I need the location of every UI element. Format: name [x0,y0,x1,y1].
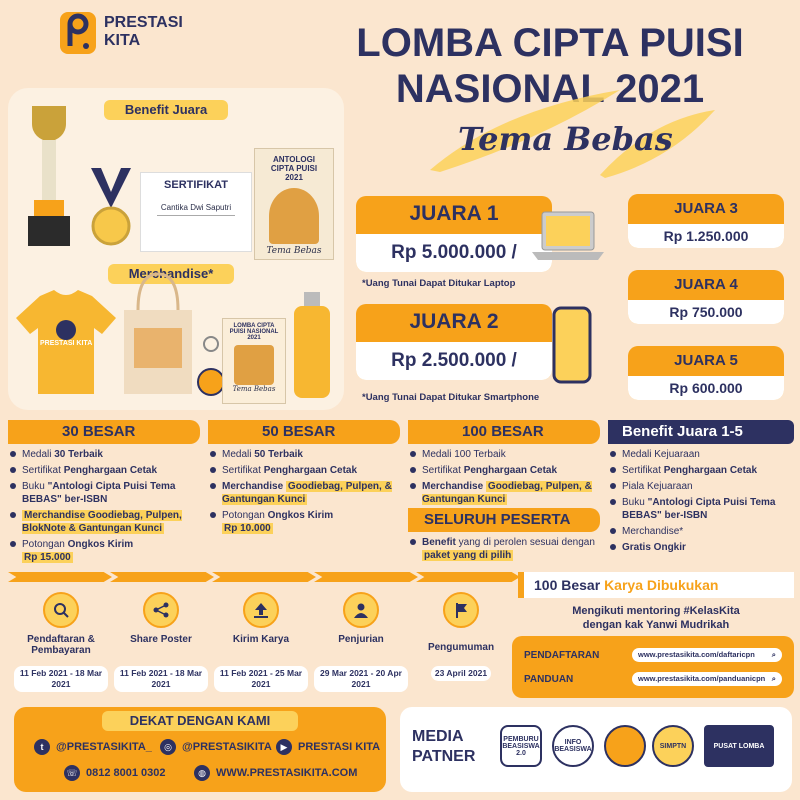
share-icon [143,592,179,628]
brand-logo [60,12,96,54]
tier-benefit-juara: Benefit Juara 1-5 Medali Kejuaraan Sertifikat Penghargaan Cetak Piala Kejuaraan Buku "Antologi Cipta Puisi Tema BEBAS" ber-ISBN Merchandise* Gratis Ongkir [608,420,794,557]
list-item: Benefit yang di perolen sesuai dengan paket yang di pilih [408,536,596,562]
page-title: LOMBA CIPTA PUISI NASIONAL 2021 [356,21,744,111]
whatsapp-icon: ☏ [64,765,80,781]
list-item: Medali 50 Terbaik [208,448,396,461]
twitter-icon: t [34,739,50,755]
list-item: Merchandise Goodiebag, Pulpen, & Gantungan Kunci [408,480,596,506]
merch-label: Merchandise* [108,264,234,284]
juara1-note: *Uang Tunai Dapat Ditukar Laptop [362,278,516,289]
media-partners [400,707,792,792]
timeline-step: Share Poster 11 Feb 2021 - 18 Mar 2021 [114,592,208,692]
partner-logo: PEMBURU BEASISWA 2.0 [500,725,542,767]
globe-icon: ◍ [194,765,210,781]
theme-text: Tema Bebas [458,120,673,158]
tier-seluruh-peserta: SELURUH PESERTA Benefit yang di perolen sesuai dengan paket yang di pilih [408,508,600,565]
partner-logo [604,725,646,767]
book-image: ANTOLOGI CIPTA PUISI 2021 Tema Bebas [254,148,334,260]
timeline-step: Pendaftaran & Pembayaran 11 Feb 2021 - 18 Mar 2021 [14,592,108,692]
tier-50-besar: 50 BESAR Medali 50 Terbaik Sertifikat Penghargaan Cetak Merchandise Goodiebag, Pulpen, & Gantungan Kunci Potongan Ongkos Kirim Rp 10.000 [208,420,400,538]
users-icon [343,592,379,628]
list-item: Sertifikat Penghargaan Cetak [208,464,396,477]
timeline-step: Pengumuman 23 April 2021 [414,592,508,681]
list-item: Buku "Antologi Cipta Puisi Tema BEBAS" ber-ISBN [608,496,790,522]
panduan-link[interactable]: www.prestasikita.com/panduanicpn ⌕ [632,672,782,686]
search-icon: ⌕ [771,650,776,659]
instagram-icon: ◎ [160,739,176,755]
prize-juara3: JUARA 3 Rp 1.250.000 [628,194,784,248]
search-icon: ⌕ [771,674,776,683]
daftar-link[interactable]: www.prestasikita.com/daftaricpn ⌕ [632,648,782,662]
list-item: Sertifikat Penghargaan Cetak [608,464,790,477]
juara2-note: *Uang Tunai Dapat Ditukar Smartphone [362,392,540,403]
prize-juara5: JUARA 5 Rp 600.000 [628,346,784,400]
prize-juara1: JUARA 1 Rp 5.000.000 / [356,196,552,272]
smartphone-icon [552,306,592,384]
prize-juara2: JUARA 2 Rp 2.500.000 / [356,304,552,380]
partner-logo: SIMPTN [652,725,694,767]
instagram-link[interactable]: ◎ @PRESTASIKITA [160,739,272,755]
search-icon [43,592,79,628]
timeline-step: Kirim Karya 11 Feb 2021 - 25 Mar 2021 [214,592,308,692]
list-item: Merchandise Goodiebag, Pulpen, & Gantungan Kunci [208,480,396,506]
partner-logo: PUSAT LOMBA [704,725,774,767]
tier-100-besar: 100 BESAR Medali 100 Terbaik Sertifikat Penghargaan Cetak Merchandise Goodiebag, Pulpen, & Gantungan Kunci [408,420,600,509]
list-item: Potongan Ongkos Kirim Rp 15.000 [8,538,196,564]
social-panel: DEKAT DENGAN KAMI t @PRESTASIKITA_ ◎ @PRESTASIKITA ▶ PRESTASI KITA ☏ 0812 8001 0302 ◍ WWW.PRESTASIKITA.COM [14,707,386,792]
tier-30-besar: 30 BESAR Medali 30 Terbaik Sertifikat Penghargaan Cetak Buku "Antologi Cipta Puisi Tema BEBAS" ber-ISBN Merchandise Goodiebag, Pulpen, BlokNote & Gantungan Kunci Potongan Ongkos Kirim Rp 15.000 [8,420,200,567]
twitter-link[interactable]: t @PRESTASIKITA_ [34,739,152,755]
medal-icon [86,168,136,258]
flag-icon [443,592,479,628]
timeline-bar [8,572,508,582]
bottle-icon [288,288,336,404]
list-item: Buku "Antologi Cipta Puisi Tema BEBAS" ber-ISBN [8,480,196,506]
promo-banner: 100 Besar Karya Dibukukan [518,572,794,598]
list-item: Merchandise* [608,525,790,538]
certificate-image: SERTIFIKAT Cantika Dwi Saputri [140,172,252,252]
links-panel: PENDAFTARAN www.prestasikita.com/daftaricpn ⌕ PANDUAN www.prestasikita.com/panduanicpn ⌕ [512,636,794,698]
youtube-icon: ▶ [276,739,292,755]
website-link[interactable]: ◍ WWW.PRESTASIKITA.COM [194,765,357,781]
trophy-icon [18,96,80,256]
tshirt-text: PRESTASI KITA [40,340,93,347]
media-label: MEDIA PATNER [412,728,476,765]
list-item: Medali 30 Terbaik [8,448,196,461]
promo-text: Mengikuti mentoring #KelasKita dengan kak Yanwi Mudrikah [572,605,740,631]
whatsapp-link[interactable]: ☏ 0812 8001 0302 [64,765,166,781]
list-item: Gratis Ongkir [608,541,790,554]
list-item: Piala Kejuaraan [608,480,790,493]
tote-bag-icon [118,270,198,398]
merch-book-image: LOMBA CIPTA PUISI NASIONAL 2021 Tema Bebas [222,318,286,404]
list-item: Sertifikat Penghargaan Cetak [8,464,196,477]
partner-logo: INFO BEASISWA [552,725,594,767]
upload-icon [243,592,279,628]
brand-name: PRESTASI KITA [104,14,183,49]
list-item: Merchandise Goodiebag, Pulpen, BlokNote & Gantungan Kunci [8,509,196,535]
benefit-label: Benefit Juara [104,100,228,120]
timeline-step: Penjurian 29 Mar 2021 - 20 Apr 2021 [314,592,408,692]
laptop-icon [528,210,608,272]
youtube-link[interactable]: ▶ PRESTASI KITA [276,739,380,755]
list-item: Sertifikat Penghargaan Cetak [408,464,596,477]
list-item: Medali 100 Terbaik [408,448,596,461]
list-item: Medali Kejuaraan [608,448,790,461]
list-item: Potongan Ongkos Kirim Rp 10.000 [208,509,396,535]
prize-juara4: JUARA 4 Rp 750.000 [628,270,784,324]
